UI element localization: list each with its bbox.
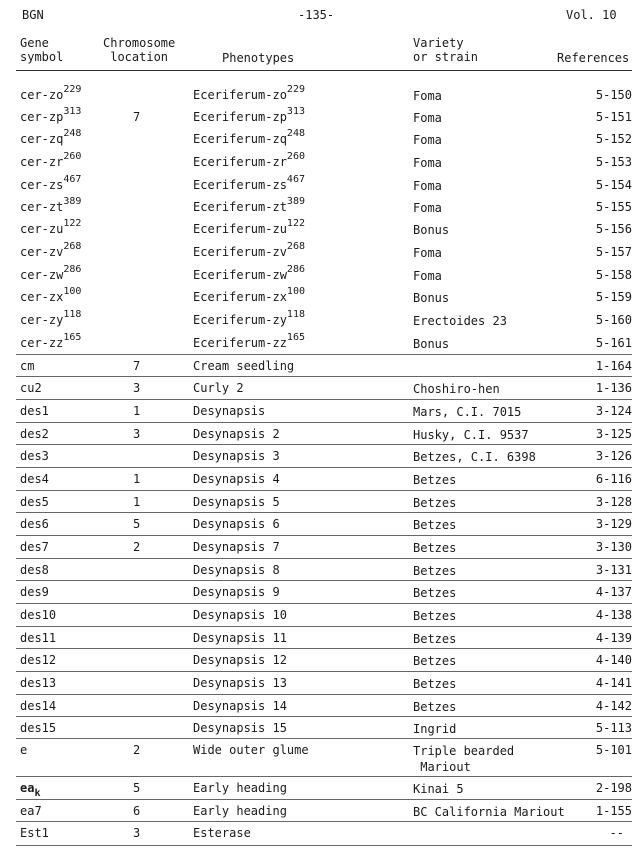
gene-symbol-text: cer-zt xyxy=(20,200,64,214)
gene-symbol xyxy=(20,781,41,799)
phenotype-allele-number: 100 xyxy=(286,286,305,297)
symbol-subscript: k xyxy=(34,788,41,799)
phenotype-allele-number: 268 xyxy=(286,241,305,252)
reference: 3-130 xyxy=(595,540,632,554)
phenotype-text: Esterase xyxy=(193,826,251,840)
phenotype xyxy=(193,427,280,441)
chromosome-location: 7 xyxy=(133,359,141,373)
chromosome-location: 3 xyxy=(133,826,141,840)
row-divider xyxy=(16,716,632,717)
column-header-phenotypes: Phenotypes xyxy=(222,51,295,65)
reference: 3-128 xyxy=(595,495,632,509)
phenotype-text: Desynapsis 9 xyxy=(193,585,280,599)
reference: 5-157 xyxy=(595,245,632,259)
gene-symbol-text: cer-zq xyxy=(20,132,64,146)
variety-strain: Betzes xyxy=(413,496,457,510)
chromosome-location: 2 xyxy=(133,540,141,554)
gene-symbol xyxy=(20,241,82,259)
variety-strain: Betzes xyxy=(413,518,457,532)
gene-symbol xyxy=(20,404,49,418)
gene-symbol xyxy=(20,676,56,690)
phenotype-allele-number: 313 xyxy=(286,106,305,117)
variety-strain: Foma xyxy=(413,269,442,283)
row-divider xyxy=(16,354,632,355)
variety-strain: Betzes xyxy=(413,609,457,623)
phenotype-allele-number: 389 xyxy=(286,196,305,207)
phenotype xyxy=(193,653,287,667)
reference: 3-129 xyxy=(595,517,632,531)
reference: 4-137 xyxy=(595,585,632,599)
reference: 1-155 xyxy=(595,804,632,818)
phenotype xyxy=(193,151,305,169)
phenotype-text: Desynapsis 8 xyxy=(193,563,280,577)
phenotype xyxy=(193,699,287,713)
variety-strain: Triple bearded Mariout xyxy=(413,744,515,774)
variety-strain: Betzes xyxy=(413,654,457,668)
gene-symbol xyxy=(20,563,49,577)
gene-symbol-text: ea xyxy=(20,781,35,795)
phenotype-text: Eceriferum-zo xyxy=(193,88,287,102)
phenotype-text: Early heading xyxy=(193,804,287,818)
phenotype-text: Eceriferum-zu xyxy=(193,222,287,236)
variety-strain: Betzes xyxy=(413,564,457,578)
gene-symbol xyxy=(20,427,49,441)
gene-symbol-text: des13 xyxy=(20,676,57,690)
phenotype-text: Desynapsis 14 xyxy=(193,699,287,713)
gene-symbol xyxy=(20,174,82,192)
variety-strain: Bonus xyxy=(413,223,450,237)
row-divider xyxy=(16,490,632,491)
chromosome-location: 1 xyxy=(133,495,141,509)
gene-symbol-text: cer-zx xyxy=(20,290,64,304)
chromosome-location: 3 xyxy=(133,381,141,395)
gene-symbol xyxy=(20,309,82,327)
row-divider xyxy=(16,535,632,536)
gene-symbol-text: cer-zo xyxy=(20,88,64,102)
reference: 4-139 xyxy=(595,631,632,645)
reference: 5-158 xyxy=(595,268,632,282)
variety-strain: Erectoides 23 xyxy=(413,314,507,328)
phenotype xyxy=(193,84,305,102)
column-header-variety-strain: Variety or strain xyxy=(413,36,479,64)
row-divider xyxy=(16,845,632,846)
row-divider xyxy=(16,444,632,445)
gene-symbol xyxy=(20,653,56,667)
chromosome-location: 5 xyxy=(133,517,141,531)
phenotype xyxy=(193,332,305,350)
gene-symbol-text: des14 xyxy=(20,699,57,713)
reference: 5-154 xyxy=(595,178,632,192)
reference: 4-138 xyxy=(595,608,632,622)
phenotype-text: Eceriferum-zx xyxy=(193,290,287,304)
variety-strain: Kinai 5 xyxy=(413,782,464,796)
gene-symbol xyxy=(20,381,42,395)
chromosome-location: 7 xyxy=(133,110,141,124)
phenotype xyxy=(193,608,287,622)
gene-symbol xyxy=(20,151,82,169)
chromosome-location: 3 xyxy=(133,427,141,441)
gene-symbol xyxy=(20,540,49,554)
phenotype xyxy=(193,472,280,486)
phenotype-allele-number: 165 xyxy=(286,332,305,343)
gene-symbol-text: des3 xyxy=(20,449,49,463)
row-divider xyxy=(16,821,632,822)
phenotype-text: Wide outer glume xyxy=(193,743,309,757)
reference: 5-113 xyxy=(595,721,632,735)
variety-strain: Betzes xyxy=(413,541,457,555)
row-divider xyxy=(16,422,632,423)
phenotype-text: Cream seedling xyxy=(193,359,295,373)
allele-number: 313 xyxy=(63,106,82,117)
variety-strain: Foma xyxy=(413,89,442,103)
reference: 4-141 xyxy=(595,676,632,690)
phenotype-text: Desynapsis 7 xyxy=(193,540,280,554)
allele-number: 100 xyxy=(63,286,82,297)
gene-symbol-text: cer-zr xyxy=(20,155,64,169)
phenotype xyxy=(193,264,305,282)
gene-symbol-text: des15 xyxy=(20,721,57,735)
gene-symbol-text: ea7 xyxy=(20,804,42,818)
gene-symbol-text: cu2 xyxy=(20,381,42,395)
reference: 4-140 xyxy=(595,653,632,667)
phenotype-text: Early heading xyxy=(193,781,287,795)
phenotype-text: Eceriferum-zv xyxy=(193,245,287,259)
reference: 5-160 xyxy=(595,313,632,327)
phenotype-text: Eceriferum-zp xyxy=(193,110,287,124)
gene-symbol xyxy=(20,608,56,622)
gene-symbol-text: des5 xyxy=(20,495,49,509)
column-header-gene-symbol: Gene symbol xyxy=(20,36,64,64)
reference: 1-136 xyxy=(595,381,632,395)
variety-strain: Husky, C.I. 9537 xyxy=(413,428,529,442)
phenotype xyxy=(193,676,287,690)
phenotype xyxy=(193,196,305,214)
gene-symbol-text: Est1 xyxy=(20,826,49,840)
reference: 5-151 xyxy=(595,110,632,124)
gene-symbol-text: des2 xyxy=(20,427,49,441)
gene-symbol xyxy=(20,84,82,102)
reference: 5-150 xyxy=(595,88,632,102)
variety-strain: Betzes, C.I. 6398 xyxy=(413,450,536,464)
phenotype xyxy=(193,128,305,146)
reference: 3-124 xyxy=(595,404,632,418)
variety-strain: Foma xyxy=(413,133,442,147)
row-divider xyxy=(16,399,632,400)
variety-strain: BC California Mariout xyxy=(413,805,565,819)
phenotype xyxy=(193,359,294,373)
reference: 5-161 xyxy=(595,336,632,350)
phenotype-text: Eceriferum-zq xyxy=(193,132,287,146)
allele-number: 248 xyxy=(63,128,82,139)
gene-symbol-text: e xyxy=(20,743,28,757)
variety-strain: Foma xyxy=(413,111,442,125)
header-rule xyxy=(16,70,632,71)
gene-symbol xyxy=(20,359,34,373)
variety-strain: Choshiro-hen xyxy=(413,382,500,396)
gene-symbol xyxy=(20,449,49,463)
row-divider xyxy=(16,558,632,559)
phenotype-text: Curly 2 xyxy=(193,381,244,395)
chromosome-location: 2 xyxy=(133,743,141,757)
phenotype-text: Desynapsis 12 xyxy=(193,653,287,667)
phenotype-allele-number: 286 xyxy=(286,264,305,275)
variety-strain: Betzes xyxy=(413,632,457,646)
variety-strain: Betzes xyxy=(413,677,457,691)
reference: 3-126 xyxy=(595,449,632,463)
phenotype-text: Desynapsis 4 xyxy=(193,472,280,486)
gene-symbol-text: cer-zv xyxy=(20,245,64,259)
gene-symbol xyxy=(20,743,27,757)
phenotype-text: Eceriferum-zz xyxy=(193,336,287,350)
phenotype xyxy=(193,404,265,418)
gene-symbol xyxy=(20,106,82,124)
gene-symbol xyxy=(20,804,42,818)
row-divider xyxy=(16,799,632,800)
row-divider xyxy=(16,467,632,468)
gene-symbol xyxy=(20,631,56,645)
gene-symbol-text: des7 xyxy=(20,540,49,554)
reference: 3-131 xyxy=(595,563,632,577)
phenotype-text: Desynapsis 10 xyxy=(193,608,287,622)
gene-symbol xyxy=(20,721,56,735)
phenotype xyxy=(193,804,287,818)
page-number: -135- xyxy=(298,8,335,22)
variety-strain: Betzes xyxy=(413,586,457,600)
chromosome-location: 5 xyxy=(133,781,141,795)
gene-symbol xyxy=(20,472,49,486)
row-divider xyxy=(16,376,632,377)
phenotype xyxy=(193,563,280,577)
reference: 5-156 xyxy=(595,222,632,236)
gene-symbol-text: cer-zs xyxy=(20,178,64,192)
volume-label: Vol. 10 xyxy=(566,8,617,22)
phenotype xyxy=(193,540,280,554)
row-divider xyxy=(16,580,632,581)
variety-strain: Ingrid xyxy=(413,722,457,736)
reference: -- xyxy=(609,826,624,840)
variety-strain: Foma xyxy=(413,156,442,170)
phenotype xyxy=(193,449,280,463)
reference: 5-159 xyxy=(595,290,632,304)
phenotype xyxy=(193,517,280,531)
phenotype-allele-number: 248 xyxy=(286,128,305,139)
gene-symbol xyxy=(20,585,49,599)
gene-symbol-text: des8 xyxy=(20,563,49,577)
phenotype-text: Eceriferum-zs xyxy=(193,178,287,192)
variety-strain: Bonus xyxy=(413,337,450,351)
reference: 4-142 xyxy=(595,699,632,713)
phenotype xyxy=(193,241,305,259)
gene-symbol-text: des1 xyxy=(20,404,49,418)
phenotype xyxy=(193,106,305,124)
phenotype-text: Eceriferum-zt xyxy=(193,200,287,214)
phenotype xyxy=(193,721,287,735)
phenotype-allele-number: 118 xyxy=(286,309,305,320)
chromosome-location: 1 xyxy=(133,404,141,418)
column-header-chromosome-location: Chromosome location xyxy=(103,36,176,64)
gene-symbol xyxy=(20,332,82,350)
gene-symbol xyxy=(20,196,82,214)
reference: 5-155 xyxy=(595,200,632,214)
reference: 1-164 xyxy=(595,359,632,373)
reference: 5-153 xyxy=(595,155,632,169)
phenotype-allele-number: 260 xyxy=(286,151,305,162)
phenotype xyxy=(193,495,280,509)
phenotype xyxy=(193,309,305,327)
phenotype-text: Desynapsis 11 xyxy=(193,631,287,645)
variety-strain: Mars, C.I. 7015 xyxy=(413,405,522,419)
gene-symbol-text: cer-zz xyxy=(20,336,64,350)
row-divider xyxy=(16,603,632,604)
phenotype-text: Desynapsis 3 xyxy=(193,449,280,463)
phenotype xyxy=(193,174,305,192)
gene-symbol xyxy=(20,495,49,509)
row-divider xyxy=(16,671,632,672)
phenotype-text: Desynapsis 15 xyxy=(193,721,287,735)
phenotype-text: Eceriferum-zy xyxy=(193,313,287,327)
row-divider xyxy=(16,626,632,627)
row-divider xyxy=(16,694,632,695)
variety-strain: Betzes xyxy=(413,700,457,714)
phenotype xyxy=(193,743,309,757)
gene-symbol-text: des12 xyxy=(20,653,57,667)
gene-symbol-text: des11 xyxy=(20,631,57,645)
allele-number: 286 xyxy=(63,264,82,275)
phenotype-allele-number: 122 xyxy=(286,218,305,229)
reference: 2-198 xyxy=(595,781,632,795)
gene-symbol-text: des6 xyxy=(20,517,49,531)
reference: 6-116 xyxy=(595,472,632,486)
variety-strain: Foma xyxy=(413,179,442,193)
allele-number: 122 xyxy=(63,218,82,229)
phenotype xyxy=(193,381,244,395)
gene-symbol xyxy=(20,128,82,146)
row-divider xyxy=(16,648,632,649)
reference: 5-152 xyxy=(595,132,632,146)
reference: 5-101 xyxy=(595,743,632,757)
phenotype-text: Eceriferum-zr xyxy=(193,155,287,169)
reference: 3-125 xyxy=(595,427,632,441)
variety-strain: Betzes xyxy=(413,473,457,487)
chromosome-location: 1 xyxy=(133,472,141,486)
allele-number: 389 xyxy=(63,196,82,207)
row-divider xyxy=(16,776,632,777)
row-divider xyxy=(16,738,632,739)
variety-strain: Foma xyxy=(413,246,442,260)
phenotype xyxy=(193,826,251,840)
allele-number: 467 xyxy=(63,174,82,185)
gene-symbol-text: cer-zy xyxy=(20,313,64,327)
allele-number: 268 xyxy=(63,241,82,252)
gene-symbol xyxy=(20,218,82,236)
phenotype xyxy=(193,631,287,645)
gene-symbol-text: des9 xyxy=(20,585,49,599)
gene-symbol-text: cer-zw xyxy=(20,268,64,282)
phenotype-text: Desynapsis xyxy=(193,404,266,418)
gene-symbol xyxy=(20,826,49,840)
running-header-left: BGN xyxy=(22,8,44,22)
gene-symbol-text: cer-zu xyxy=(20,222,64,236)
phenotype xyxy=(193,286,305,304)
phenotype-text: Desynapsis 2 xyxy=(193,427,280,441)
row-divider xyxy=(16,512,632,513)
column-header-references: References xyxy=(557,51,630,65)
allele-number: 165 xyxy=(63,332,82,343)
phenotype-text: Desynapsis 5 xyxy=(193,495,280,509)
gene-symbol xyxy=(20,264,82,282)
chromosome-location: 6 xyxy=(133,804,141,818)
allele-number: 229 xyxy=(63,84,82,95)
phenotype-text: Desynapsis 13 xyxy=(193,676,287,690)
gene-symbol xyxy=(20,286,82,304)
variety-strain: Bonus xyxy=(413,291,450,305)
gene-symbol xyxy=(20,517,49,531)
phenotype-text: Desynapsis 6 xyxy=(193,517,280,531)
gene-symbol-text: des4 xyxy=(20,472,49,486)
phenotype-allele-number: 467 xyxy=(286,174,305,185)
gene-symbol-text: cm xyxy=(20,359,35,373)
gene-symbol-text: cer-zp xyxy=(20,110,64,124)
allele-number: 260 xyxy=(63,151,82,162)
phenotype xyxy=(193,585,280,599)
phenotype xyxy=(193,218,305,236)
allele-number: 118 xyxy=(63,309,82,320)
phenotype-text: Eceriferum-zw xyxy=(193,268,287,282)
variety-strain: Foma xyxy=(413,201,442,215)
gene-symbol-text: des10 xyxy=(20,608,57,622)
phenotype-allele-number: 229 xyxy=(286,84,305,95)
phenotype xyxy=(193,781,287,795)
gene-symbol xyxy=(20,699,56,713)
